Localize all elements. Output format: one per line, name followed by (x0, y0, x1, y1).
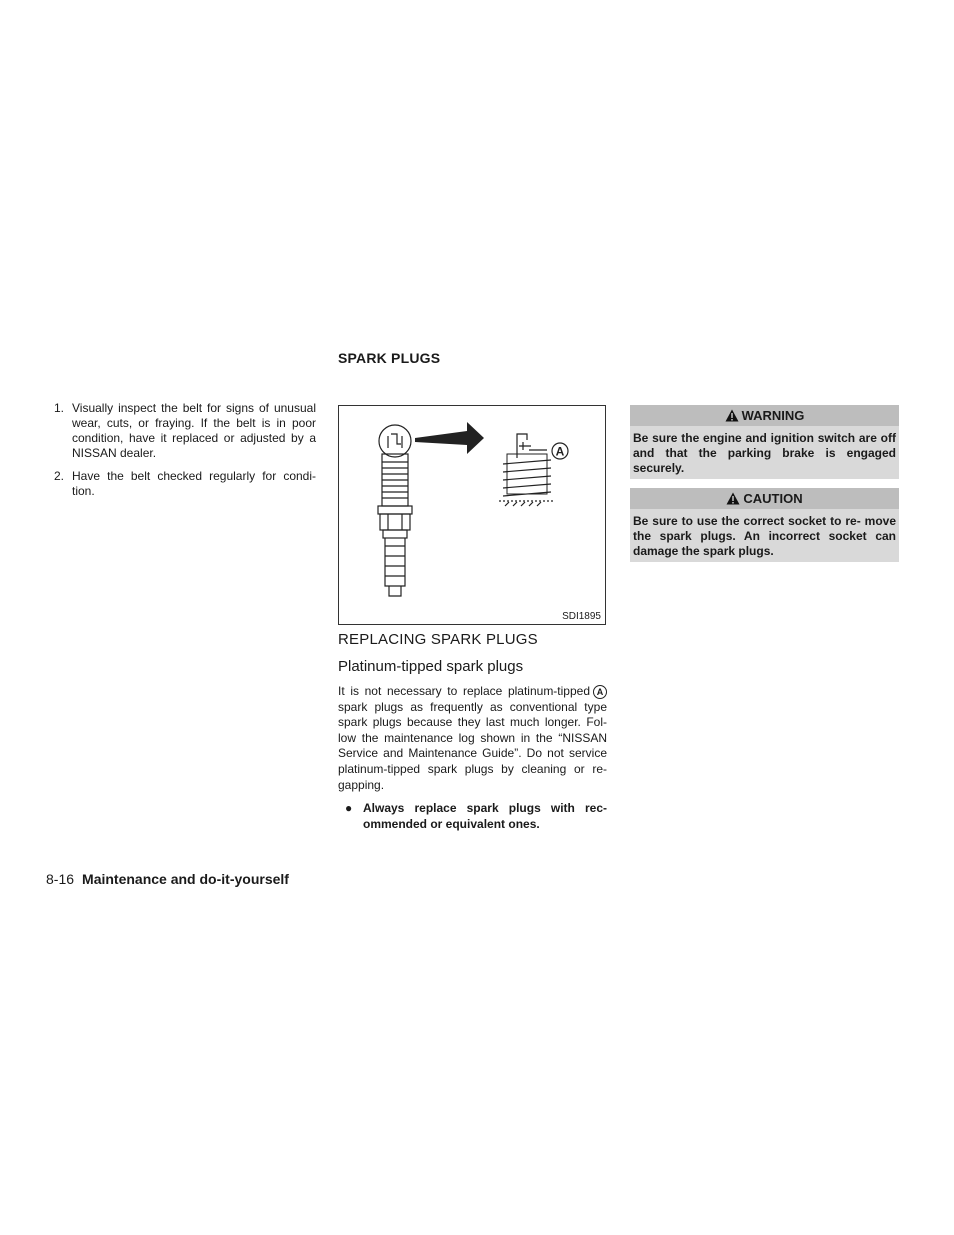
caution-box (630, 488, 899, 562)
caution-title: CAUTION (743, 491, 803, 506)
list-item-text: Have the belt checked regularly for condi- tion. (72, 469, 316, 498)
figure-code: SDI1895 (562, 611, 601, 622)
list-number: 1. (54, 401, 65, 415)
replacing-heading: REPLACING SPARK PLUGS (338, 631, 538, 648)
callout-a-label: A (555, 444, 565, 459)
footer-section-title: Maintenance and do-it-yourself (82, 871, 289, 887)
warning-header (630, 405, 899, 426)
magnify-circle (379, 425, 411, 457)
body-text-start: It is not necessary to replace platinum-tipped (338, 684, 590, 698)
arrow-icon (415, 422, 484, 454)
belt-inspection-list (46, 401, 316, 507)
warning-icon (725, 407, 739, 428)
platinum-heading: Platinum-tipped spark plugs (338, 658, 524, 675)
callout-a-marker: A (593, 685, 607, 699)
warning-title: WARNING (741, 408, 805, 423)
warning-text: Be sure the engine and ignition switch are off and that the parking brake is engaged securely. (633, 431, 896, 475)
warning-box (630, 405, 899, 479)
bullet-icon: ● (345, 801, 353, 815)
body-paragraph (338, 684, 607, 793)
caution-text: Be sure to use the correct socket to re- move the spark plugs. An incorrect socket can damage the spark plugs. (633, 514, 896, 558)
page-footer (46, 871, 289, 887)
body-text-rest: spark plugs as frequently as conventional type spark plugs because they last much longer. Fol- low the maintenance log shown in the “NISSAN Service and Maintenance Guide”. Do not service platinum-tipped spark plugs by cleaning or re- gapping. (338, 699, 607, 792)
page-number: 8-16 (46, 871, 75, 887)
caution-header (630, 488, 899, 509)
list-number: 2. (54, 469, 65, 483)
bullet-item (338, 801, 607, 832)
bullet-text: Always replace spark plugs with rec- ommended or equivalent ones. (363, 801, 607, 831)
caution-icon (726, 490, 740, 511)
list-item (46, 401, 316, 461)
spark-plug-illustration (339, 406, 605, 624)
spark-plug-figure (338, 405, 606, 625)
list-item-text: Visually inspect the belt for signs of unusual wear, cuts, or fraying. If the belt is in poor condition, have it replaced or adjusted by a NISSAN dealer. (72, 401, 316, 460)
section-title: SPARK PLUGS (338, 350, 441, 366)
list-item (46, 469, 316, 499)
